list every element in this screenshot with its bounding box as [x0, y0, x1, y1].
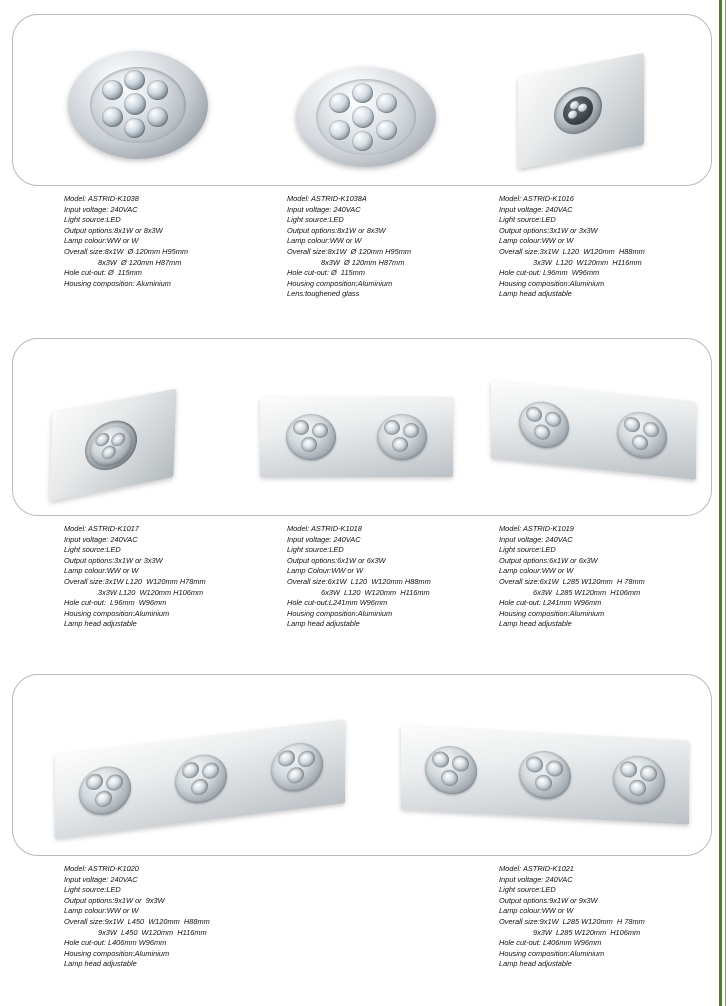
spec-line: Model: ASTRID-K1019	[499, 524, 574, 533]
spec-line: Housing composition:Aluminium	[499, 608, 605, 618]
spec-line: 9x3W L285 W120mm H106mm	[533, 927, 641, 937]
spec-block-astrid-k1017	[64, 524, 279, 630]
spec-block-astrid-k1038	[64, 194, 279, 289]
spec-block-astrid-k1020	[64, 864, 294, 970]
spec-line: Output options:9x1W or 9x3W	[499, 895, 598, 905]
spec-line: Hole cut-out: L96mm W96mm	[64, 598, 167, 608]
spec-line: Hole cut-out: Ø 115mm	[287, 268, 365, 278]
spec-line: Lamp colour:WW or W	[499, 906, 574, 916]
spec-line: Light source:LED	[64, 215, 121, 225]
spec-line: Housing composition:Aluminium	[287, 608, 393, 618]
spec-line: Lamp colour:WW or W	[64, 236, 139, 246]
spec-line: 8x3W Ø 120mm H87mm	[321, 257, 405, 267]
spec-line: Input voltage: 240VAC	[287, 534, 361, 544]
spec-line: 3x3W L120 W120mm H116mm	[533, 257, 642, 267]
spec-line: Overall size:8x1W Ø 120mm H95mm	[64, 246, 189, 256]
spec-line: 3x3W L120 W120mm H106mm	[98, 587, 204, 597]
product-section-2	[12, 338, 712, 640]
spec-line: Lamp head adjustable	[499, 289, 572, 299]
spec-line: Input voltage: 240VAC	[64, 534, 138, 544]
spec-line: 8x3W Ø 120mm H87mm	[98, 257, 182, 267]
spec-line: Hole cut-out: L96mm W96mm	[499, 268, 600, 278]
spec-line: Lamp colour:WW or W	[499, 236, 574, 246]
spec-line: Light source:LED	[499, 545, 556, 555]
spec-line: Housing composition: Aluminium	[64, 278, 171, 288]
spec-line: Output options:6x1W or 6x3W	[287, 555, 386, 565]
product-section-1	[12, 14, 712, 302]
spec-line: Output options:9x1W or 9x3W	[64, 895, 165, 905]
spec-line: Model: ASTRID-K1038A	[287, 194, 367, 203]
spec-line: Model: ASTRID-K1020	[64, 864, 139, 873]
spec-line: Output options:8x1W or 8x3W	[287, 225, 386, 235]
spec-block-astrid-k1018	[287, 524, 502, 630]
spec-line: Lamp head adjustable	[499, 619, 572, 629]
spec-line: Input voltage: 240VAC	[499, 204, 573, 214]
spec-block-astrid-k1019	[499, 524, 714, 630]
spec-line: Input voltage: 240VAC	[64, 874, 138, 884]
spec-line: Housing composition:Aluminium	[64, 948, 170, 958]
photo-panel-3	[12, 674, 712, 856]
page-edge-rule	[719, 0, 722, 1006]
spec-line: Housing composition:Aluminium	[64, 608, 170, 618]
spec-line: Input voltage: 240VAC	[499, 874, 573, 884]
spec-block-astrid-k1016	[499, 194, 714, 300]
spec-line: Lamp colour:WW or W	[64, 906, 139, 916]
spec-row-3	[12, 864, 712, 980]
spec-line: Hole cut-out: L406mm W96mm	[64, 938, 167, 948]
spec-line: Lamp Colour:WW or W	[287, 566, 363, 576]
spec-line: Light source:LED	[499, 885, 556, 895]
spec-line: Lamp colour:WW or W	[64, 566, 139, 576]
spec-line: Output options:3x1W or 3x3W	[499, 225, 598, 235]
photo-panel-1	[12, 14, 712, 186]
spec-line: Overall size:3x1W L120 W120mm H88mm	[499, 246, 645, 256]
spec-line: Overall size:6x1W L285 W120mm H 78mm	[499, 576, 645, 586]
spec-line: Overall size:8x1W Ø 120mm H95mm	[287, 246, 412, 256]
spec-line: Lamp head adjustable	[64, 619, 137, 629]
spec-line: Output options:6x1W or 6x3W	[499, 555, 598, 565]
spec-line: Model: ASTRID-K1021	[499, 864, 574, 873]
spec-line: Light source:LED	[499, 215, 556, 225]
spec-line: Lamp colour:WW or W	[499, 566, 574, 576]
spec-line: Light source:LED	[64, 885, 121, 895]
spec-line: Housing composition:Aluminium	[499, 948, 605, 958]
spec-line: Output options:3x1W or 3x3W	[64, 555, 163, 565]
spec-line: Light source:LED	[64, 545, 121, 555]
spec-line: Lamp head adjustable	[64, 959, 137, 969]
spec-line: Hole cut-out: L406mm W96mm	[499, 938, 602, 948]
spec-line: Lamp colour:WW or W	[287, 236, 362, 246]
spec-line: Output options:8x1W or 8x3W	[64, 225, 163, 235]
spec-line: 9x3W L450 W120mm H116mm	[98, 927, 207, 937]
spec-line: Light source:LED	[287, 545, 344, 555]
spec-line: Light source:LED	[287, 215, 344, 225]
spec-line: Overall size:9x1W L450 W120mm H88mm	[64, 916, 210, 926]
spec-line: Input voltage: 240VAC	[64, 204, 138, 214]
spec-block-astrid-k1038a	[287, 194, 502, 300]
spec-line: Hole cut-out:L241mm W96mm	[287, 598, 388, 608]
page-edge-rule-thin	[725, 0, 726, 1006]
spec-line: 6x3W L120 W120mm H116mm	[321, 587, 430, 597]
spec-row-1	[12, 194, 712, 302]
spec-line: Lamp head adjustable	[499, 959, 572, 969]
spec-line: Input voltage: 240VAC	[287, 204, 361, 214]
spec-line: Model: ASTRID-K1016	[499, 194, 574, 203]
spec-line: Lens:toughened glass	[287, 289, 360, 299]
spec-line: Overall size:9x1W L285 W120mm H 78mm	[499, 916, 645, 926]
spec-block-astrid-k1021	[499, 864, 728, 970]
spec-line: Housing composition:Aluminium	[499, 278, 605, 288]
spec-line: Lamp head adjustable	[287, 619, 360, 629]
spec-line: Model: ASTRID-K1018	[287, 524, 362, 533]
spec-line: Input voltage: 240VAC	[499, 534, 573, 544]
spec-line: Model: ASTRID-K1017	[64, 524, 139, 533]
spec-line: 6x3W L285 W120mm H106mm	[533, 587, 641, 597]
spec-line: Overall size:3x1W L120 W120mm H78mm	[64, 576, 206, 586]
product-section-3	[12, 674, 712, 980]
photo-panel-2	[12, 338, 712, 516]
spec-line: Hole cut-out: L241mm W96mm	[499, 598, 602, 608]
spec-line: Overall size:6x1W L120 W120mm H88mm	[287, 576, 431, 586]
spec-line: Hole cut-out: Ø 115mm	[64, 268, 142, 278]
spec-line: Housing composition:Aluminium	[287, 278, 393, 288]
spec-row-2	[12, 524, 712, 640]
spec-line: Model: ASTRID-K1038	[64, 194, 139, 203]
